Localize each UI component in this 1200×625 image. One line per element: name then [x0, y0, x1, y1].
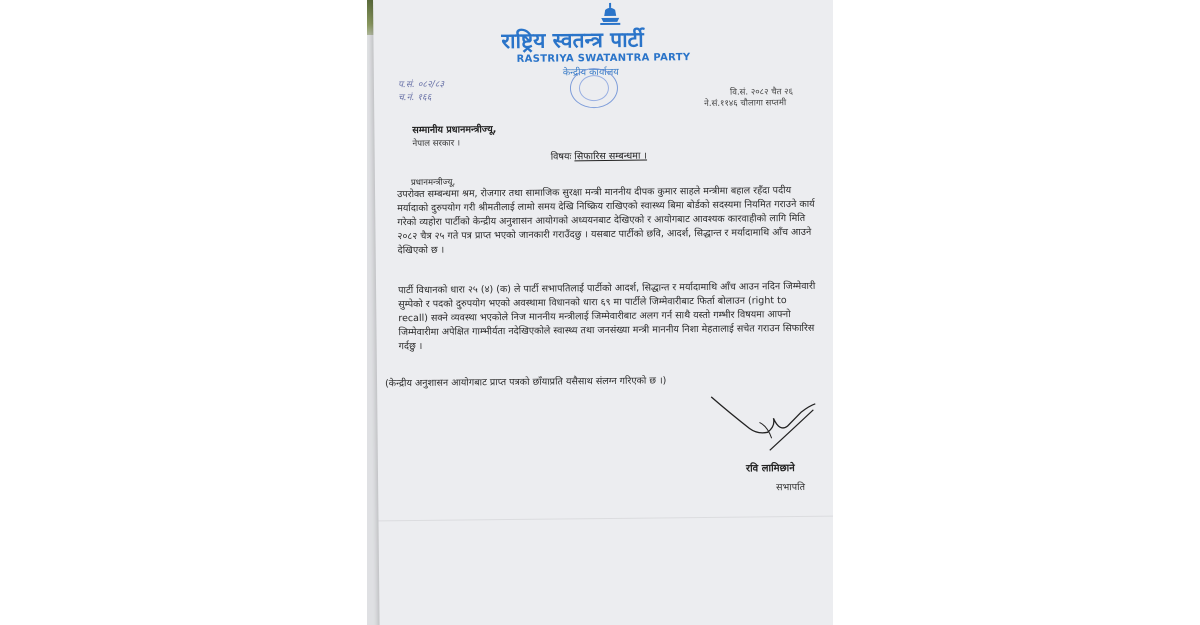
reference-number: प.सं. ०८२/८३: [397, 79, 445, 91]
subject-line: [551, 149, 647, 163]
handwritten-signature: [709, 392, 820, 458]
party-lamp-logo-icon: [597, 2, 623, 28]
paper-fold-line: [378, 516, 833, 522]
subject-text: सिफारिस सम्बन्धमा ।: [574, 150, 648, 163]
party-name-english: RASTRIYA SWATANTRA PARTY: [516, 52, 691, 65]
party-seal-stamp: [570, 68, 618, 109]
dispatch-number: च.नं. १६६: [398, 92, 432, 104]
letter-sheet: [373, 0, 833, 625]
date-bikram-sambat: वि.सं. २०८२ चैत २६: [729, 87, 794, 98]
body-paragraph-2: पार्टी विधानको धारा २५ (४) (क) ले पार्टी सभापतिलाई पार्टीको आदर्श, सिद्धान्त र मर्यादामाथि आँच आउन नदिन जिम्मेवारी सुम्पेको र पदको दुरुपयोग भएको अवस्थामा विधानको धारा ६९ मा पार्टीले जिम्मेवारीबाट फिर्ता बोलाउन (right to recall) सक्ने व्यवस्था भएकोले निज माननीय मन्त्रीलाई जिम्मेवारीबाट अलग गर्न साथै यस्तो गम्भीर विषयमा आफ्नो जिम्मेवारीमा अपेक्षित गाम्भीर्यता नदेखिएकोले स्वास्थ्य तथा जनसंख्या मन्त्री माननीय निशा मेहतालाई सचेत गराउन सिफारिस गर्दछु ।: [398, 280, 816, 353]
party-name-nepali: राष्ट्रिय स्वतन्त्र पार्टी: [501, 27, 644, 54]
body-paragraph-1: उपरोक्त सम्बन्धमा श्रम, रोजगार तथा सामाजिक सुरक्षा मन्त्री माननीय दीपक कुमार साहले मन्त्रीमा बहाल रहँदा पदीय मर्यादाको दुरुपयोग गरी श्रीमतीलाई लामो समय देखि निष्क्रिय राखिएको स्वास्थ्य बिमा बोर्डको सदस्यमा नियमित गराउने कार्य गरेको व्यहोरा पार्टीको केन्द्रीय अनुशासन आयोगको अध्ययनबाट देखिएको र आयोगबाट आवश्यक कारवाहीको लागि मिति २०८२ चैत्र २५ गते पत्र प्राप्त भएको जानकारी गराउँदछु । यसबाट पार्टीको छवि, आदर्श, सिद्धान्त र मर्यादामाथि आँच आउने देखिएको छ ।: [397, 185, 815, 257]
recipient-organization: नेपाल सरकार ।: [412, 138, 461, 150]
body-address: प्रधानमन्त्रीज्यू,: [410, 177, 456, 189]
signatory-name: रवि लामिछाने: [745, 463, 795, 475]
date-nepal-sambat: ने.सं.११४६ चौलागा सप्तमी: [704, 98, 787, 109]
subject-label: विषयः: [550, 151, 572, 163]
letter-photo: [367, 0, 833, 625]
office-name: केन्द्रीय कार्यालय: [562, 66, 619, 79]
signatory-position: सभापति: [776, 481, 806, 494]
enclosure-note: (केन्द्रीय अनुशासन आयोगबाट प्राप्त पत्रको छाँयाप्रति यसैसाथ संलग्न गरिएको छ ।): [384, 375, 667, 390]
recipient-salutation: सम्मानीय प्रधानमन्त्रीज्यू,: [412, 124, 497, 137]
